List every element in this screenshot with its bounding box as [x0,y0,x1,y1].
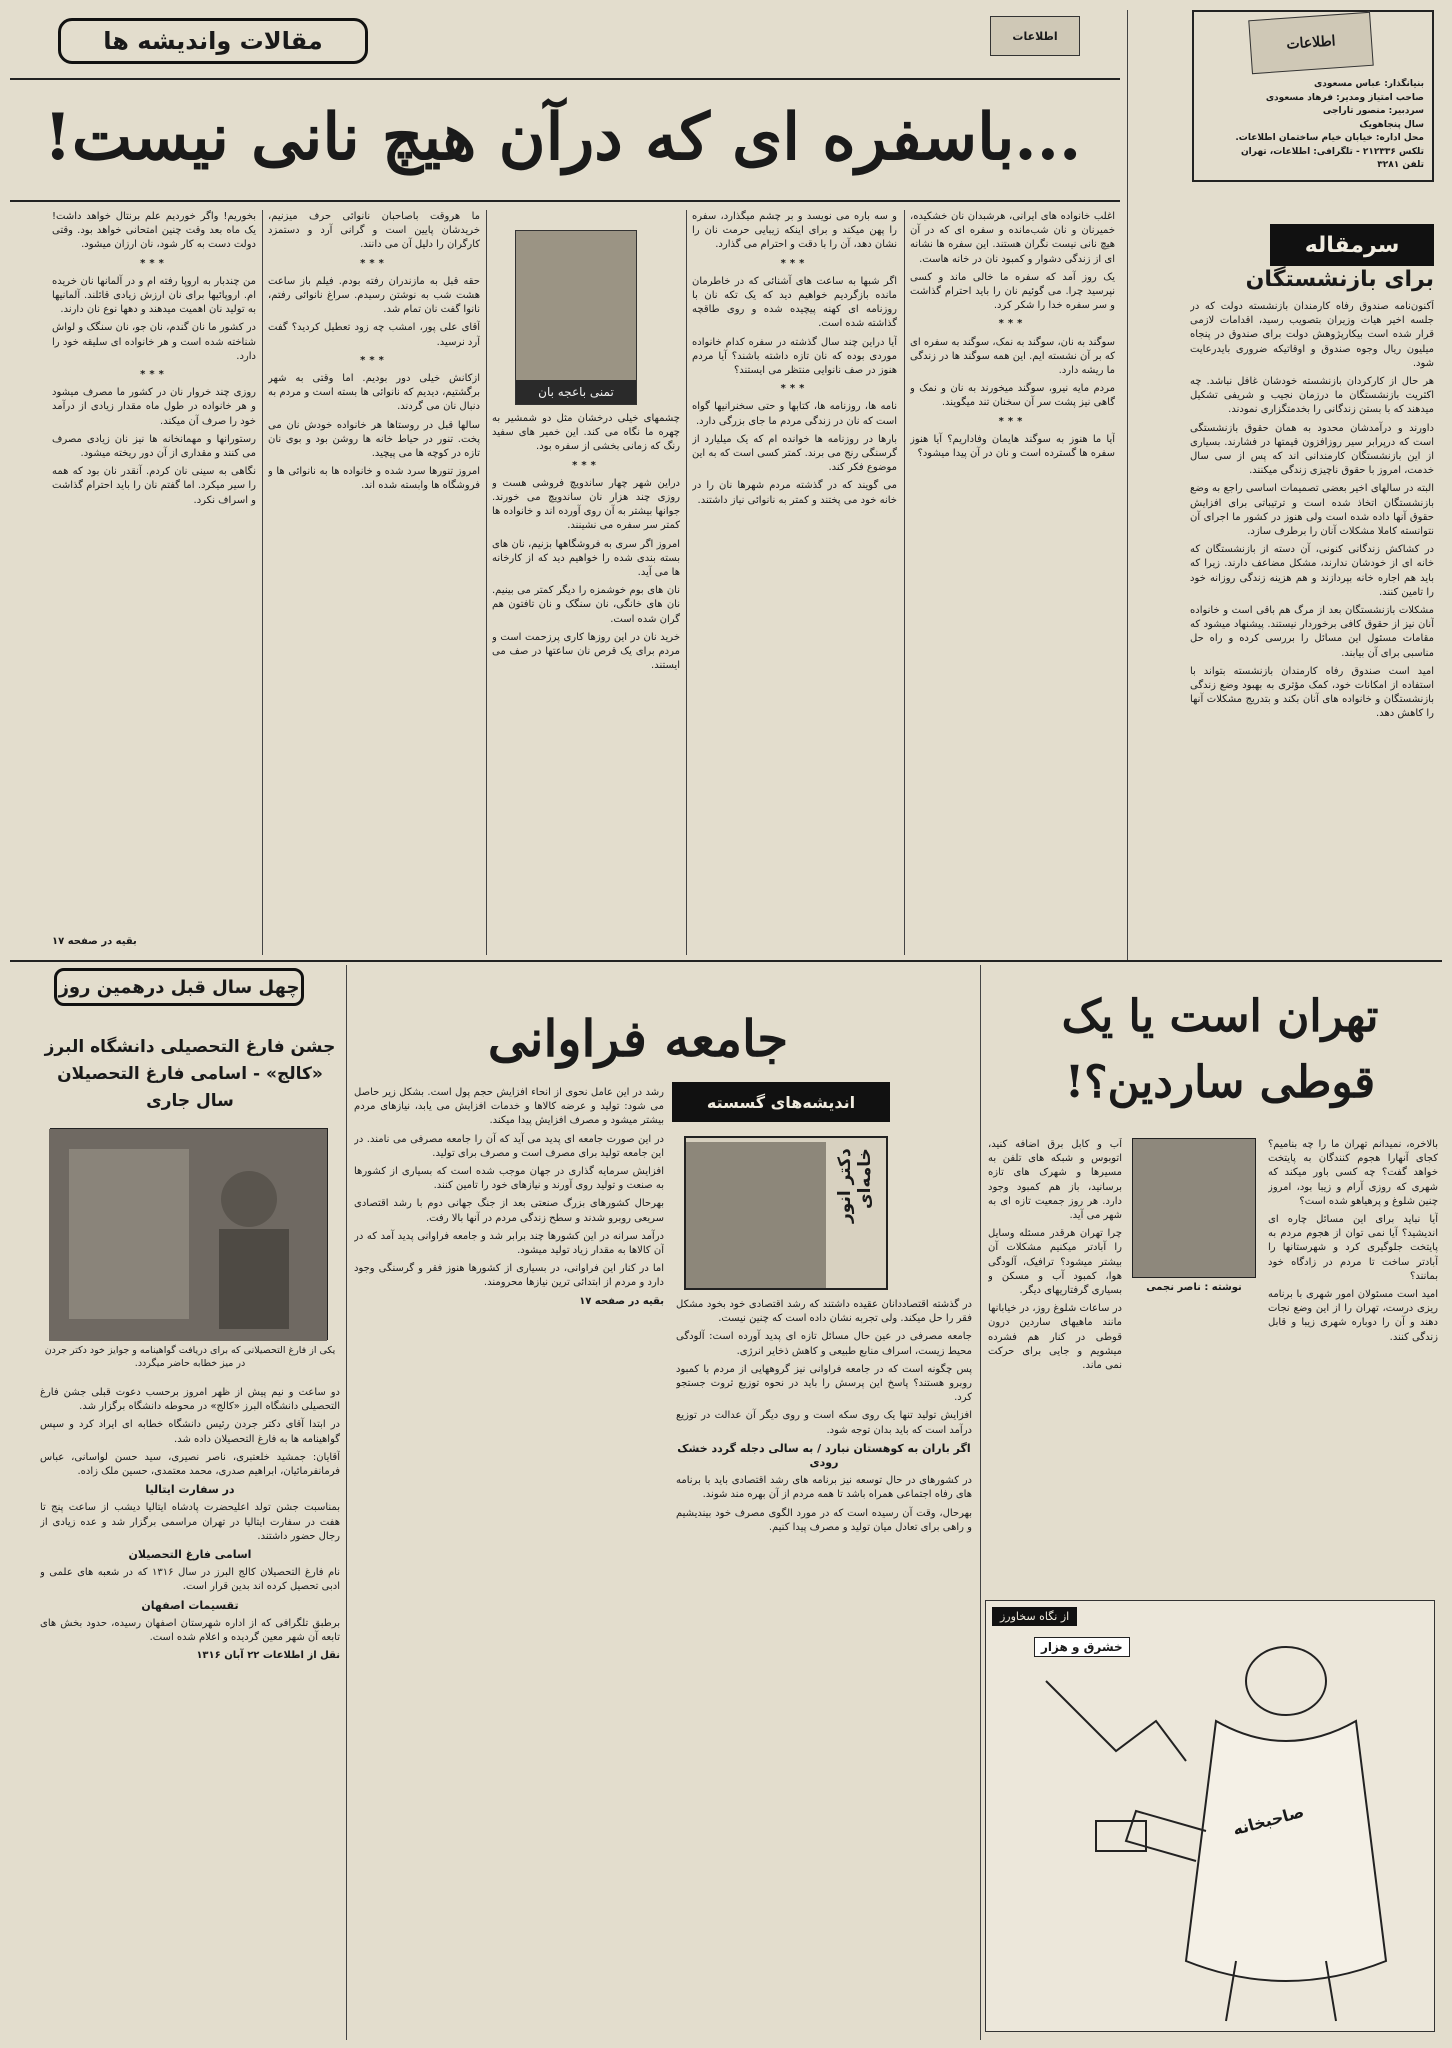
paragraph: ازکانش خیلی دور بودیم. اما وقتی به شهر برگشتیم، دیدیم که نانوائی ها بسته است و مردم به دنبال نان می گردند. [268,373,480,413]
masthead [1192,10,1434,182]
separator: *** [780,383,809,395]
paragraph: چرا تهران هرقدر مسئله وسایل را آبادتر میکنیم مشکلات آن بیشتر میشود؟ ترافیک، آلودگی هوا، کمبود آب و مسکن و بسیاری گرفتاریهای دیگر. [988,1228,1122,1297]
paragraph: داورند و درآمدشان محدود به همان حقوق بازنشستگی است که درپرابر سیر روزافزون قیمتها در فشارند. بسیاری از این بازنشستگان کارمندانی اند که پس از سی سال خدمت، امروز با حقوق ناچیزی زندگی میکنند. [1190,422,1434,477]
article-column-2 [692,210,897,955]
abundance-column-right [676,1298,972,2038]
article-column-1 [910,210,1115,955]
separator: *** [360,354,388,366]
paragraph: درآمد سرانه در این کشورها چند برابر شد و جامعه فراوانی پدید آمد که در آن کالاها به مقدار زیاد تولید میشود. [354,1230,664,1257]
masthead-line: تلفن ۳۲۸۱ [1377,160,1424,170]
article-column-5 [52,210,256,932]
separator: *** [998,415,1027,427]
paragraph: نامه ها، روزنامه ها، کتابها و حتی سخنرانیها گواه است که نان در زندگی مردم ما جای بزرگی دارد. [692,401,897,427]
editorial-tag: سرمقاله [1270,224,1434,266]
paragraph: در ساعات شلوغ روز، در خیابانها مانند ماهیهای ساردین درون قوطی در کنار هم فشرده میشویم و جایی برای حرکت نمی ماند. [988,1303,1122,1372]
paragraph: حقه قبل به مازندران رفته بودم. فیلم باز ساعت هشت شب به نوشتن رسیدم. سراغ نانوائی رفتم، نانوا گفت نان تمام شد. [268,275,480,316]
paragraph: آقای علی پور، امشب چه زود تعطیل کردید؟ گفت آرد نرسید. [268,322,480,348]
paragraph: روزی چند خروار نان در کشور ما مصرف میشود و هر خانواده در طول ماه مقدار زیادی از درآمد خود را صرف آن میکند. [52,387,256,427]
paragraph: آیا نباید برای این مسائل چاره ای اندیشید؟ آیا نمی توان از هجوم مردم به پایتخت جلوگیری کرد و شهرستانها را آبادتر ساخت تا مردم در زادگاه خود بمانند؟ [1268,1214,1438,1282]
cartoon-sign: خشرق و هزار [1034,1637,1130,1657]
photo-placeholder [49,1129,327,1341]
paragraph: آب و کابل برق اضافه کنید، اتوبوس و شبکه های تلفن به مسیرها و شهرک های تازه برسانید، باز هم کمبود وجود دارد. هر روز جمعیت تازه ای به شهر می آید. [988,1139,1122,1222]
forty-years-body [40,1386,340,2036]
separator: *** [780,257,809,269]
source-note: نقل از اطلاعات ۲۲ آبان ۱۳۱۶ [196,1650,340,1662]
paragraph: در کشورهای در حال توسعه نیز برنامه های رشد اقتصادی باید با برنامه های رفاه اجتماعی همراه باشد تا همه مردم از آن بهره مند شوند. [676,1475,972,1501]
editorial-title: برای بازنشستگان [1245,266,1434,292]
paragraph: خرید نان در این روزها کاری پرزحمت است و مردم برای یک قرص نان ساعتها در صف می ایستند. [492,631,680,672]
column-tag: اندیشه‌های گسسته [672,1082,890,1122]
paragraph: می گویند که در گذشته مردم شهرها نان را در خانه خود می پختند و کمتر به نانوائی نیاز داشتند. [692,480,897,506]
paragraph: آیا ما هنوز به سوگند هایمان وفاداریم؟ آیا هنوز سفره ها گسترده است و نان در آن پیدا میشود؟ [910,433,1115,460]
abundance-column-left [354,1086,664,2036]
paragraph: بخوریم! واگر خوردیم علم برنتال خواهد داشت! یک ماه بعد وقت چنین امتحانی خواهد بود. وقتی دولت دست به کار شود، نان ارزان میشود. [52,211,256,251]
paragraph: هر حال از کارکردان بازنشسته خودشان غافل نباشد. چه اکثریت بازنشستگان ما درزمان نجیب و شریفی تشکیل میدهند که با بستن زندگانی را بخدمتگزاری نمودند. [1190,376,1434,416]
author-portrait [515,230,637,405]
article-column-3 [492,412,680,955]
divider [10,960,1442,962]
paragraph: ما هروقت باصاحبان نانوائی حرف میزنیم، خریدشان پایین است و گرانی آرد و دستمزد کارگران را دلیل آن می دانند. [268,211,480,251]
tehran-column-right [1268,1138,1438,1594]
tehran-column-left [988,1138,1122,1594]
author-photo [686,1142,826,1288]
paragraph: دو ساعت و نیم پیش از ظهر امروز برحسب دعوت قبلی جشن فارغ التحصیلی دانشگاه البرز «کالج» در محوطه دانشگاه برگزار شد. [40,1387,340,1413]
verse: اگر باران به کوهستان نبارد / به سالی دجله گردد خشک رودی [677,1441,971,1470]
masthead-line: صاحب امتیاز ومدیر: فرهاد مسعودی [1265,92,1424,103]
paragraph: امروز اگر سری به فروشگاهها بزنیم، نان های بسته بندی شده را خواهیم دید که از کارخانه ها می آید. [492,538,680,579]
masthead-logo: اطلاعات [1248,12,1373,74]
separator: *** [140,369,168,381]
paragraph: مشکلات بازنشستگان بعد از مرگ هم باقی است و خانواده آنان نیز از حقوق کافی برخوردار نیستند. پیشنهاد میشود که مقامات مسئول این مسائل را بررسی کرده و راه حل مناسبی برای آن بیابند. [1190,605,1434,659]
separator: *** [572,459,600,471]
separator: *** [360,257,388,269]
small-logo: اطلاعات [990,16,1080,56]
paragraph: البته در سالهای اخیر بعضی تصمیمات اساسی راجع به وضع بازنشستگان اتخاذ شده است و ترتیباتی برای افزایش حقوق آنها داده شده است ولی هنوز در کشور ما اجرای آن نتوانسته کاملا مشکلات آنان را برطرف سازد. [1190,483,1434,538]
paragraph: اگر شبها به ساعت های آشنائی که در خاطرمان مانده بازگردیم خواهیم دید که یک تکه نان با روزنامه ای کهنه پیچیده شده و روی طاقچه گذاشته شده است. [692,275,897,330]
paragraph: سوگند به نان، سوگند به نمک، سوگند به سفره ای که بر آن نشسته ایم. این همه سوگند ها در زندگی ما ریشه دارد. [910,336,1115,377]
continued-note: بقیه در صفحه ۱۷ [52,936,137,947]
paragraph: نام فارغ التحصیلان کالج البرز در سال ۱۳۱۶ که در شعبه های علمی و ادبی تحصیل کرده اند بدین قرار است. [40,1567,340,1593]
cartoon-tag: از نگاه سخاورز [992,1607,1077,1626]
separator: *** [140,257,168,269]
paragraph: در کشاکش زندگانی کنونی، آن دسته از بازنشستگان که خانه ای از خودشان ندارند، مشکل مضاعف دارند. زیرا که باید هم اجاره خانه بپردازند و هم هزینه زندگی روزانه خود را تامین کنند. [1190,544,1434,598]
divider [980,965,981,2040]
paragraph: افزایش تولید تنها یک روی سکه است و روی دیگر آن عدالت در توزیع درآمد است که باید بدان توجه شود. [676,1410,972,1436]
masthead-line: سردبیر: منصور تاراجی [1322,106,1424,116]
masthead-lines [1202,78,1424,173]
divider [10,78,1120,80]
author-box [684,1136,888,1290]
paragraph: رشد در این عامل نحوی از انحاء افزایش حجم پول است. بشکل زیر حاصل می شود: تولید و عرضه کالاها و خدمات افزایش می یابد، نیازهای مردم بیشتر میشود و مصرف افزایش پیدا میکند. [354,1087,664,1127]
paragraph: بارها در روزنامه ها خوانده ام که یک میلیارد از گرسنگی رنج می برند. کمتر کسی است که به این موضوع فکر کند. [692,433,897,474]
paragraph: مردم مایه نیرو، سوگند میخورند به نان و نمک و گاهی نیز پشت سر آن سخنان تند میگویند. [910,383,1115,409]
paragraph: نگاهی به سینی نان کردم. آنقدر نان بود که همه را سیر میکرد. اما گفتم نان را باید احترام گذاشت و اسراف نکرد. [52,466,256,506]
forty-years-title: جشن فارغ التحصیلی دانشگاه البرز «کالج» - اسامی فارغ التحصیلان سال جاری [44,1037,336,1111]
paragraph: اما در کنار این فراوانی، در بسیاری از کشورها هنوز فقر و گرسنگی وجود دارد و مردم از ابتدائی ترین نیازها محرومند. [354,1263,664,1289]
cartoon-figure-text: صاحبخانه [1230,1801,1306,1840]
divider [686,210,687,955]
section-label: مقالات واندیشه ها [58,18,368,64]
sub-heading: تقسیمات اصفهان [141,1598,239,1612]
masthead-line: محل اداره: خیابان خیام ساختمان اطلاعات. [1235,133,1424,143]
paragraph: در گذشته اقتصاددانان عقیده داشتند که رشد اقتصادی خود بخود مشکل فقر را حل میکند. ولی تجربه نشان داده است که چنین نیست. [676,1299,972,1325]
paragraph: در این صورت جامعه ای پدید می آید که آن را جامعه مصرفی می نامند. در این جامعه تولید برای مصرف است و مصرف برای تولید. [354,1133,664,1159]
divider [486,210,487,955]
paragraph: امید است صندوق رفاه کارمندان بازنشسته بتواند با استفاده از امکانات خود، کمک مؤثری به بهبود وضع زندگی بازنشستگان و خانواده های آنان بکند و بتدریج مشکلات آنها را کاهش دهد. [1190,665,1434,720]
paragraph: آکنون‌نامه صندوق رفاه کارمندان بازنشسته دولت که در جلسه اخیر هیات وزیران بتصویب رسید، اقدامات لازمی قرار شده است بیکارپژوهش دولت برای صندوق در پنجاه میلیون ریال وجوه صندوق و اوقاتیکه ضروری بایدرعایت شود. [1190,301,1434,369]
divider [1127,10,1128,960]
paragraph: آیا دراین چند سال گذشته در سفره کدام خانواده موردی بوده که نان تازه داشته باشند؟ آیا مردم هنوز در صف نانوایی منتظر می ایستند؟ [692,336,897,377]
paragraph: در کشور ما نان گندم، نان جو، نان سنگک و لواش شناخته شده است و هر خانواده ای سلیقه خود را دارد. [52,322,256,362]
paragraph: امید است مسئولان امور شهری با برنامه ریزی درست، تهران را از این وضع نجات دهند و آن را دوباره شهری زیبا و قابل زندگی کنند. [1268,1289,1438,1343]
author-byline: نوشته : ناصر نجمی [1146,1282,1242,1293]
sub-heading: در سفارت ایتالیا [145,1483,235,1497]
paragraph: جامعه مصرفی در عین حال مسائل تازه ای پدید آورده است: آلودگی محیط زیست، اسراف منابع طبیعی و کاهش ذخایر انرژی. [676,1331,972,1357]
paragraph: امروز تنورها سرد شده و خانواده ها به نانوائی ها و فروشگاه ها وابسته شده اند. [268,466,480,492]
abundance-title: جامعه فراوانی [487,1008,789,1068]
masthead-line: بنیانگذار: عباس مسعودی [1314,79,1424,89]
cartoon-drawing [986,1601,1436,2033]
paragraph: در ابتدا آقای دکتر جردن رئیس دانشگاه خطابه ای ایراد کرد و سپس گواهینامه ها به فارغ التحصیلان داده شد. [40,1419,340,1445]
forty-years-tag: چهل سال قبل درهمین روز [54,968,304,1006]
author-photo [1132,1138,1256,1278]
paragraph: دراین شهر چهار ساندویچ فروشی هست و روزی چند هزار نان ساندویچ می خورند. جوانها بیشتر به آن روی آورده اند و خانواده ها کمتر سر سفره می نشینند. [492,477,680,532]
divider [904,210,905,955]
tehran-title: تهران است یا یک قوطی ساردین؟! [1061,991,1379,1108]
editorial-body [1190,300,1434,955]
paragraph: من چندبار به اروپا رفته ام و در آلمانها نان خریده ام. اروپائیها برای نان ارزش زیادی قائلند. آلمانیها به تولید نان اهمیت میدهند و دهها نوع نان دارند. [52,275,256,316]
paragraph: رستورانها و مهمانخانه ها نیز نان زیادی مصرف می کنند و مقداری از آن دور ریخته میشود. [52,433,256,460]
paragraph: یک روز آمد که سفره ما خالی ماند و کسی نپرسید چرا. می گوئیم نان را باید احترام گذاشت و سر سفره خدا را شکر کرد. [910,271,1115,312]
paragraph: افزایش سرمایه گذاری در جهان موجب شده است که بسیاری از کشورها به صنعت و تولید روی آورند و نیازهای خود را تامین کنند. [354,1166,664,1192]
main-headline: ...باسفره ای که درآن هیچ نانی نیست! [43,99,1082,175]
paragraph: بمناسبت جشن تولد اعلیحضرت پادشاه ایتالیا دیشب از ساعت پنج تا هفت در سفارت ایتالیا در تهران مراسمی برگزار شد و عده زیادی از رجال حضور داشتند. [40,1502,340,1542]
paragraph: نان های بوم خوشمزه را دیگر کمتر می بینیم. نان های خانگی، نان سنگک و نان تافتون هم گران شده است. [492,585,680,625]
paragraph: بهرحال، وقت آن رسیده است که در مورد الگوی مصرف خود بیندیشیم و راهی برای تعادل میان تولید و مصرف پیدا کنیم. [676,1507,972,1533]
paragraph: آقایان: جمشید خلعتبری، ناصر نصیری، سید حسن لواسانی، عباس فرمانفرمائیان، ابراهیم صدری، محمد معتمدی، حسین ملک زاده. [40,1451,340,1478]
divider [262,210,263,955]
photo-caption: یکی از فارغ التحصیلانی که برای دریافت گواهینامه و جوایز خود دکتر جردن در میز خطابه حاضر میگردد. [44,1345,336,1369]
paragraph: پس چگونه است که در جامعه فراوانی نیز گروههایی از مردم با کمبود روبرو هستند؟ پاسخ این پرسش را باید در نحوه توزیع ثروت جستجو کرد. [676,1363,972,1404]
paragraph: بهرحال کشورهای بزرگ صنعتی بعد از جنگ جهانی دوم با رشد اقتصادی سریعی روبرو شدند و سطح زندگی مردم در آنها بالا رفت. [354,1198,664,1224]
separator: *** [998,318,1027,330]
paragraph: سالها قبل در روستاها هر خانواده خودش نان می پخت. تنور در حیاط خانه ها روشن بود و بوی نان تازه در کوچه ها می پیچید. [268,419,480,460]
divider [346,965,347,2040]
divider [10,200,1120,202]
cartoon [985,1600,1435,2032]
paragraph: برطبق تلگرافی که از اداره شهرستان اصفهان رسیده، حدود بخش های تابعه آن شهر معین گردیده و اعلام شده است. [40,1617,340,1644]
author-name: دکتر انور خامه‌ای [835,1148,875,1223]
masthead-line: سال پنجاهویک [1359,119,1424,130]
graduation-photo [50,1128,328,1340]
article-column-4 [268,210,480,955]
paragraph: اغلب خانواده های ایرانی، هرشبدان نان خشکیده، خمیرنان و نان شب‌مانده و سفره ای که در آن هیچ نانی نیست نگران هستند. این سفره ها نشانه ای از زندگی دشوار و کمبود نان در خانه هاست. [910,211,1115,265]
continued-note: بقیه در صفحه ۱۷ [579,1295,664,1307]
paragraph: و سه باره می نویسد و بر چشم میگذارد، سفره را پهن میکند و برای اینکه زیبایی حرمت نان را نشان دهد، آن را با دقت و احترام می گذارد. [692,211,897,251]
sub-heading: اسامی فارغ التحصیلان [128,1548,252,1562]
paragraph: چشمهای خیلی درخشان مثل دو شمشیر به چهره ما نگاه می کند. این خمیر های سفید رنگ که زمانی بخشی از سفره بود. [492,413,680,453]
portrait-caption: تمنی باعجه بان [516,380,636,404]
paragraph: بالاخره، نمیدانم تهران ما را چه بنامیم؟ کجای آنهارا هجوم کنندگان به پایتخت خواهد گفت؟ چه کسی باور میکند که شهری که روزی آرام و زیبا بود، امروز چنین شلوغ و پرهیاهو شده است؟ [1268,1139,1438,1207]
masthead-line: تلکس ۲۱۲۳۳۶ - تلگرافی: اطلاعات، تهران [1240,146,1424,157]
